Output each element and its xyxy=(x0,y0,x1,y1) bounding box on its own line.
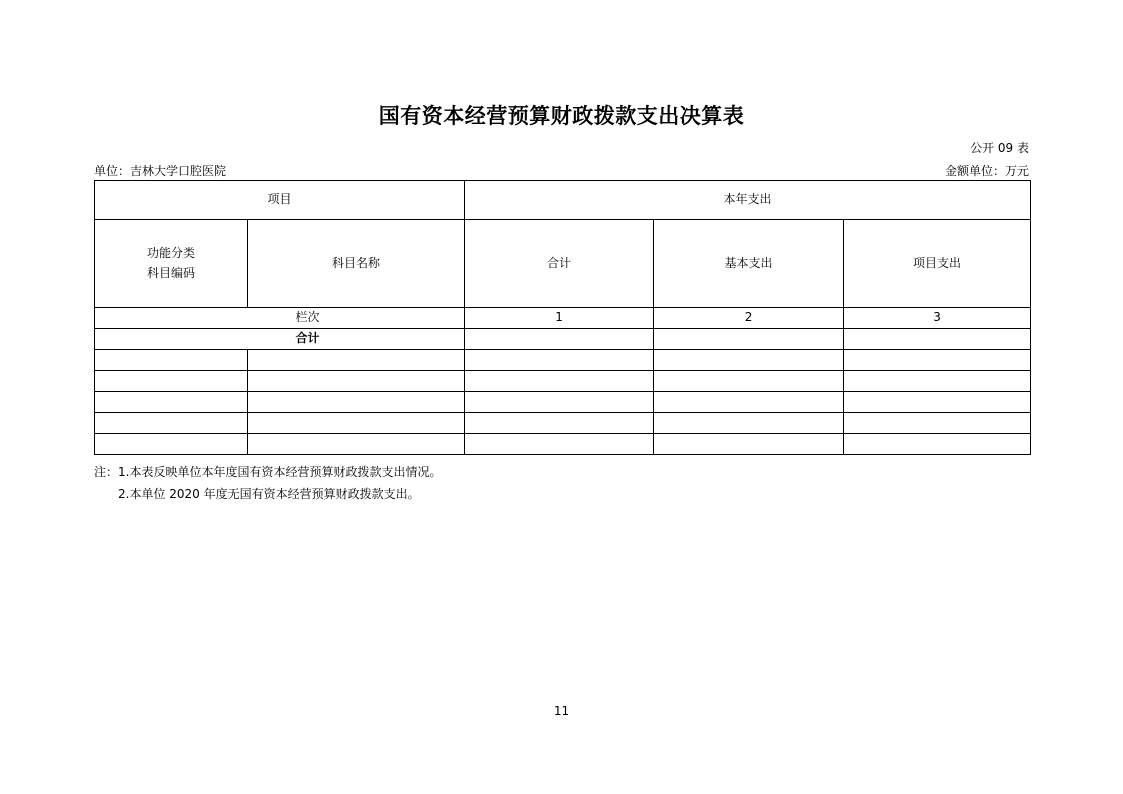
header-year-expense: 本年支出 xyxy=(465,181,1031,220)
table-cell xyxy=(465,350,654,371)
table-row xyxy=(95,434,1031,455)
header-row-2 xyxy=(95,220,1031,308)
sequence-2: 2 xyxy=(654,308,844,329)
sequence-1: 1 xyxy=(465,308,654,329)
table-cell xyxy=(95,413,248,434)
header-func-code-line1: 功能分类 xyxy=(146,246,195,261)
table-row xyxy=(95,413,1031,434)
sum-total-cell xyxy=(465,329,654,350)
table-cell xyxy=(654,413,844,434)
sequence-row xyxy=(95,308,1031,329)
table-cell xyxy=(654,371,844,392)
amount-unit: 金额单位：万元 xyxy=(944,164,1029,178)
note-line-2: 2.本单位 2020 年度无国有资本经营预算财政拨款支出。 xyxy=(118,487,420,501)
table-cell xyxy=(844,392,1031,413)
table-cell xyxy=(248,413,465,434)
table-cell xyxy=(95,371,248,392)
expenditure-table xyxy=(94,180,1031,455)
header-row-1 xyxy=(95,181,1031,220)
table-cell xyxy=(844,350,1031,371)
table-cell xyxy=(465,392,654,413)
table-cell xyxy=(654,434,844,455)
table-number: 公开 09 表 xyxy=(970,141,1029,155)
table-cell xyxy=(654,392,844,413)
table-cell xyxy=(248,350,465,371)
table-cell xyxy=(95,392,248,413)
table-cell xyxy=(465,413,654,434)
header-total: 合计 xyxy=(465,220,654,308)
header-project-expense: 项目支出 xyxy=(844,220,1031,308)
table-cell xyxy=(844,434,1031,455)
table-cell xyxy=(844,413,1031,434)
table-cell xyxy=(95,434,248,455)
table-cell xyxy=(248,392,465,413)
sum-project-cell xyxy=(844,329,1031,350)
table-cell xyxy=(95,350,248,371)
header-func-code xyxy=(95,220,248,308)
sequence-3: 3 xyxy=(844,308,1031,329)
table-notes xyxy=(94,461,441,505)
note-line-1: 注：1.本表反映单位本年度国有资本经营预算财政拨款支出情况。 xyxy=(94,465,442,479)
header-func-code-line2: 科目编码 xyxy=(146,265,195,280)
table-cell xyxy=(248,371,465,392)
table-cell xyxy=(654,350,844,371)
page-number: 11 xyxy=(553,704,570,718)
table-row xyxy=(95,371,1031,392)
sum-label: 合计 xyxy=(95,329,465,350)
reporting-unit: 单位：吉林大学口腔医院 xyxy=(94,164,227,178)
sum-row xyxy=(95,329,1031,350)
table-cell xyxy=(465,434,654,455)
header-item: 项目 xyxy=(95,181,465,220)
table-cell xyxy=(844,371,1031,392)
page-title: 国有资本经营预算财政拨款支出决算表 xyxy=(378,104,745,128)
table-row xyxy=(95,350,1031,371)
header-basic-expense: 基本支出 xyxy=(654,220,844,308)
sequence-label: 栏次 xyxy=(95,308,465,329)
header-subject-name: 科目名称 xyxy=(248,220,465,308)
sum-basic-cell xyxy=(654,329,844,350)
table-cell xyxy=(465,371,654,392)
table-cell xyxy=(248,434,465,455)
table-row xyxy=(95,392,1031,413)
